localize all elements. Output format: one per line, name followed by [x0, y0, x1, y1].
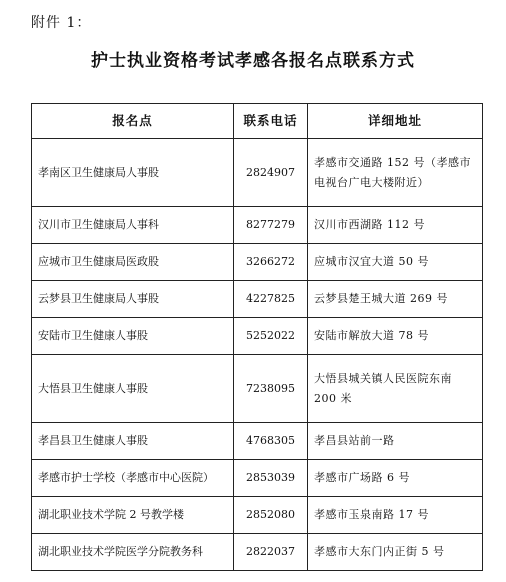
- table-row: [32, 355, 483, 423]
- cell-name: 湖北职业技术学院 2 号教学楼: [32, 497, 234, 534]
- table-row: [32, 423, 483, 460]
- cell-name: 孝昌县卫生健康人事股: [32, 423, 234, 460]
- cell-phone: 5252022: [234, 318, 308, 355]
- cell-address: 应城市汉宜大道 50 号: [308, 244, 483, 281]
- table-row: [32, 244, 483, 281]
- cell-phone: 2852080: [234, 497, 308, 534]
- table-row: [32, 497, 483, 534]
- cell-name: 云梦县卫生健康局人事股: [32, 281, 234, 318]
- cell-name: 应城市卫生健康局医政股: [32, 244, 234, 281]
- cell-name: 孝感市护士学校（孝感市中心医院）: [32, 460, 234, 497]
- cell-name: 湖北职业技术学院医学分院教务科: [32, 534, 234, 571]
- table-row: [32, 534, 483, 571]
- cell-address: 孝感市玉泉南路 17 号: [308, 497, 483, 534]
- cell-name: 孝南区卫生健康局人事股: [32, 139, 234, 207]
- header-address: 详细地址: [308, 104, 483, 139]
- cell-name: 大悟县卫生健康人事股: [32, 355, 234, 423]
- cell-address: 云梦县楚王城大道 269 号: [308, 281, 483, 318]
- cell-address: 大悟县城关镇人民医院东南 200 米: [308, 355, 483, 423]
- contact-table: [31, 103, 483, 571]
- cell-address: 孝感市交通路 152 号（孝感市电视台广电大楼附近）: [308, 139, 483, 207]
- cell-phone: 4768305: [234, 423, 308, 460]
- cell-name: 安陆市卫生健康人事股: [32, 318, 234, 355]
- cell-phone: 7238095: [234, 355, 308, 423]
- cell-address: 安陆市解放大道 78 号: [308, 318, 483, 355]
- cell-address: 孝感市大东门内正街 5 号: [308, 534, 483, 571]
- cell-phone: 2824907: [234, 139, 308, 207]
- table-row: [32, 207, 483, 244]
- document-title: 护士执业资格考试孝感各报名点联系方式: [91, 51, 415, 71]
- cell-phone: 8277279: [234, 207, 308, 244]
- cell-address: 汉川市西湖路 112 号: [308, 207, 483, 244]
- header-phone: 联系电话: [234, 104, 308, 139]
- table-row: [32, 318, 483, 355]
- cell-phone: 2853039: [234, 460, 308, 497]
- cell-phone: 2822037: [234, 534, 308, 571]
- table-row: [32, 460, 483, 497]
- cell-name: 汉川市卫生健康局人事科: [32, 207, 234, 244]
- table-row: [32, 139, 483, 207]
- cell-phone: 4227825: [234, 281, 308, 318]
- attachment-label: 附件 1：: [31, 15, 92, 31]
- table-header-row: [32, 104, 483, 139]
- table-row: [32, 281, 483, 318]
- cell-address: 孝昌县站前一路: [308, 423, 483, 460]
- header-name: 报名点: [32, 104, 234, 139]
- cell-phone: 3266272: [234, 244, 308, 281]
- cell-address: 孝感市广场路 6 号: [308, 460, 483, 497]
